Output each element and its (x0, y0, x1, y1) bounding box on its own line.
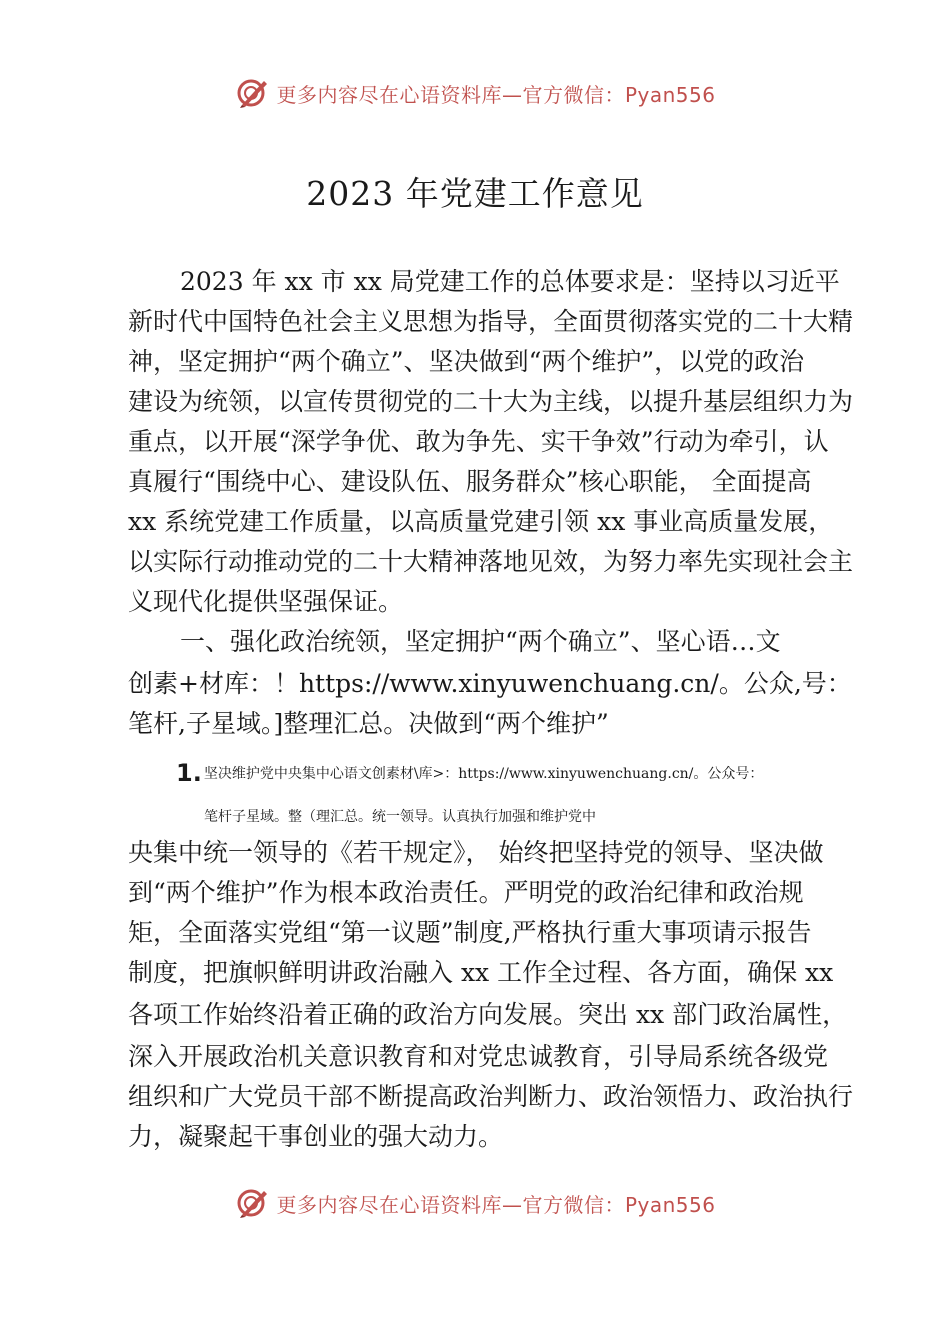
item-text: 坚决维护党中央集中心语文创素材\库>：https://www.xinyuwenchuang.cn/。公众号： (203, 766, 764, 782)
paragraph-line: 重点，以开展“深学争优、敢为争先、实干争效”行动为牵引，认 (128, 427, 829, 456)
paragraph-line: 央集中统一领导的《若干规定》， 始终把坚持党的领导、坚决做 (128, 838, 824, 867)
item-number: 1. (176, 759, 202, 787)
paragraph-line: 力，凝聚起干事创业的强大动力。 (128, 1122, 504, 1151)
paragraph-line: 神，坚定拥护“两个确立”、坚决做到“两个维护”，以党的政治 (128, 347, 805, 376)
pen-logo-icon (234, 75, 270, 111)
item-line (176, 759, 764, 787)
paragraph-line: 新时代中国特色社会主义思想为指导，全面贯彻落实党的二十大精 (128, 307, 854, 336)
paragraph-line: 各项工作始终沿着正确的政治方向发展。突出 xx 部门政治属性， (128, 1000, 848, 1029)
paragraph-line: 真履行“围绕中心、建设队伍、服务群众”核心职能， 全面提高 (128, 467, 812, 496)
paragraph-line: 深入开展政治机关意识教育和对党忠诚教育，引导局系统各级党 (128, 1042, 829, 1071)
paragraph-line: 组织和广大党员干部不断提高政治判断力、政治领悟力、政治执行 (128, 1082, 854, 1111)
footer-banner (0, 1183, 950, 1223)
pen-logo-icon (234, 1185, 270, 1221)
heading-line: 一、强化政治统领，坚定拥护“两个确立”、坚心语…文 (180, 627, 781, 656)
header-banner (0, 73, 950, 113)
document-title: 2023 年党建工作意见 (306, 174, 644, 213)
paragraph-line: 义现代化提供坚强保证。 (128, 587, 404, 616)
banner-text: 更多内容尽在心语资料库—官方微信：Pyan556 (276, 82, 716, 107)
paragraph-line: 以实际行动推动党的二十大精神落地见效，为努力率先实现社会主 (128, 547, 854, 576)
banner-text: 更多内容尽在心语资料库—官方微信：Pyan556 (276, 1192, 716, 1217)
paragraph-line: 建设为统领，以宣传贯彻党的二十大为主线，以提升基层组织力为 (128, 387, 854, 416)
paragraph-line: xx 系统党建工作质量，以高质量党建引领 xx 事业高质量发展， (128, 507, 834, 536)
heading-line: 笔杆,子星域。]整理汇总。决做到“两个维护” (128, 709, 609, 738)
item-line: 笔杆子星域。整（理汇总。统一领导。认真执行加强和维护党中 (204, 809, 596, 825)
paragraph-line: 到“两个维护”作为根本政治责任。严明党的政治纪律和政治规 (128, 878, 804, 907)
paragraph-line: 制度，把旗帜鲜明讲政治融入 xx 工作全过程、各方面，确保 xx (128, 958, 834, 987)
heading-line: 创素+材库：！https://www.xinyuwenchuang.cn/。公众,号： (128, 669, 852, 698)
paragraph-line: 2023 年 xx 市 xx 局党建工作的总体要求是：坚持以习近平 (180, 267, 840, 296)
paragraph-line: 矩，全面落实党组“第一议题”制度,严格执行重大事项请示报告 (128, 918, 812, 947)
